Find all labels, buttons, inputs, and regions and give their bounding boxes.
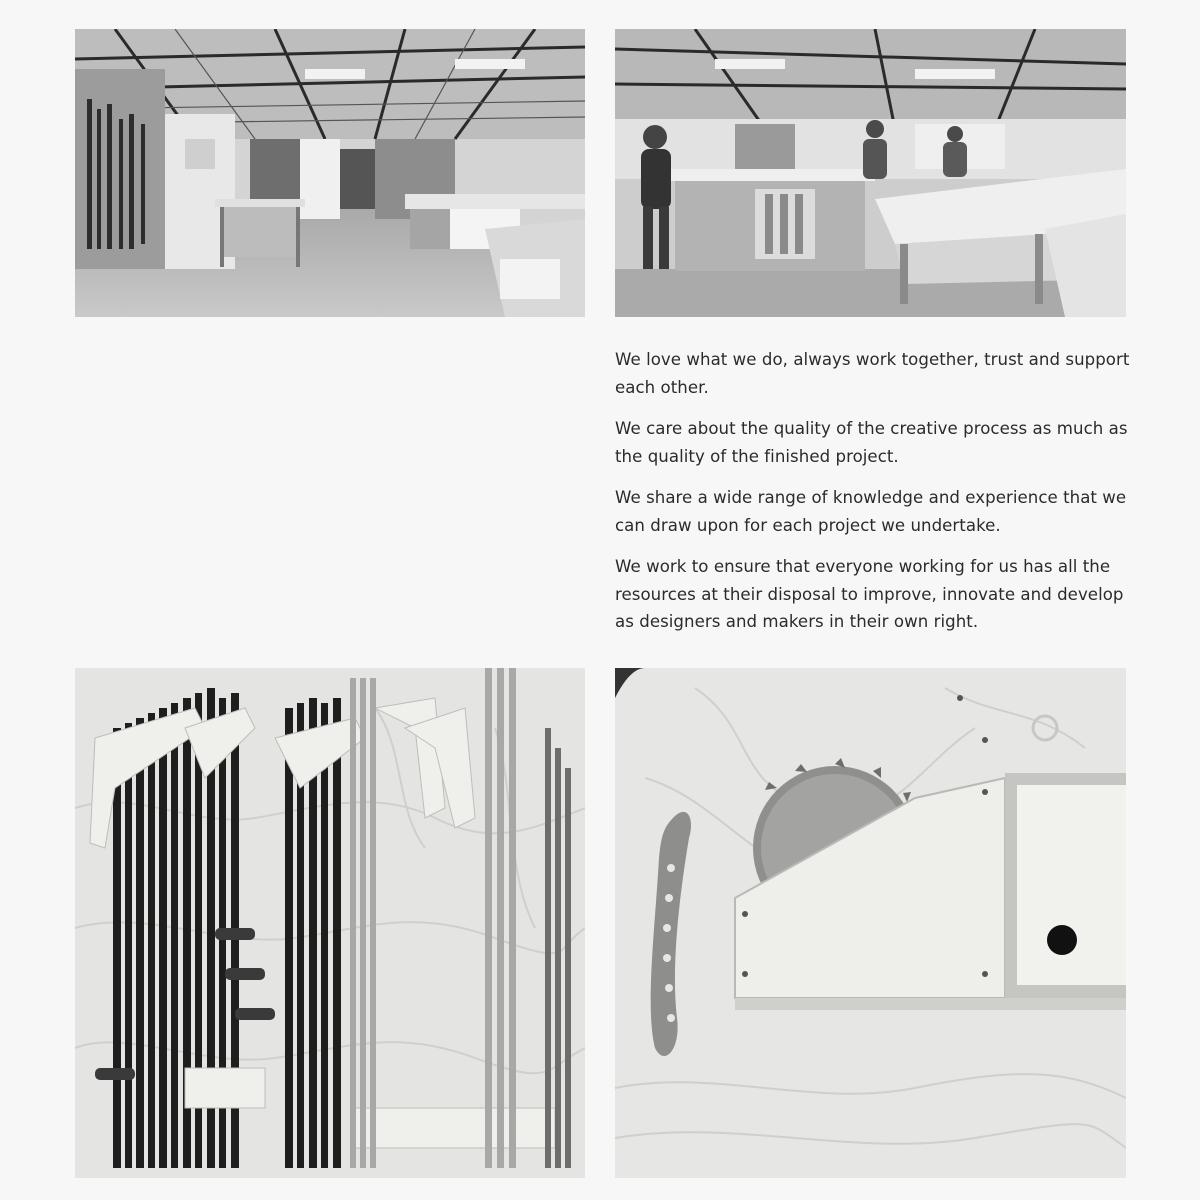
values-paragraph-4: We work to ensure that everyone working for us has all the resources at their disposal to improve, innovate and develop as designers and makers in their own right. (615, 557, 1124, 631)
saw-blade-photo (615, 668, 1126, 1178)
workshop-makers-photo (615, 29, 1126, 317)
values-text (615, 346, 1135, 650)
values-paragraph-2: We care about the quality of the creative process as much as the quality of the finished project. (615, 419, 1128, 466)
workshop-makers-icon (615, 29, 1126, 317)
saw-blade-holder-icon (615, 668, 1126, 1178)
workshop-interior-photo (75, 29, 585, 317)
workshop-interior-icon (75, 29, 585, 317)
values-paragraph-1: We love what we do, always work together, trust and support each other. (615, 350, 1130, 397)
values-paragraph-3: We share a wide range of knowledge and experience that we can draw upon for each project we undertake. (615, 488, 1127, 535)
bar-clamps-photo (75, 668, 585, 1178)
bar-clamps-wall-icon (75, 668, 585, 1178)
